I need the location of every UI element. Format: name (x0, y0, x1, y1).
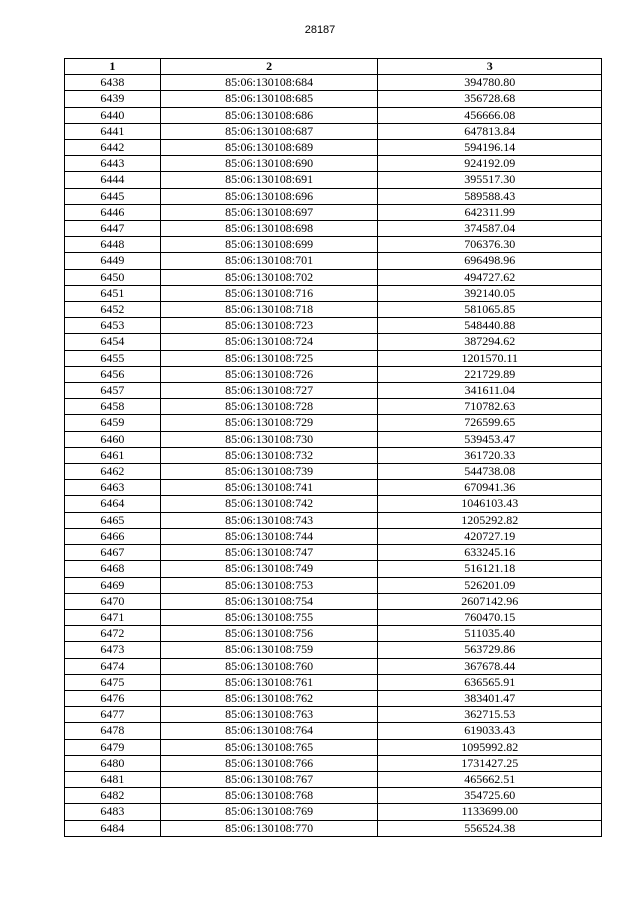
row-number-cell: 6459 (65, 415, 161, 431)
cadastral-number-cell: 85:06:130108:689 (160, 140, 378, 156)
row-number-cell: 6480 (65, 755, 161, 771)
table-row (65, 123, 602, 139)
table-row (65, 804, 602, 820)
value-cell: 395517.30 (378, 172, 602, 188)
table-row (65, 431, 602, 447)
value-cell: 548440.88 (378, 318, 602, 334)
table-row (65, 204, 602, 220)
row-number-cell: 6445 (65, 188, 161, 204)
cadastral-number-cell: 85:06:130108:761 (160, 674, 378, 690)
cadastral-number-cell: 85:06:130108:739 (160, 464, 378, 480)
table-row (65, 75, 602, 91)
table-row (65, 739, 602, 755)
header-row (65, 59, 602, 75)
cadastral-number-cell: 85:06:130108:749 (160, 561, 378, 577)
value-cell: 563729.86 (378, 642, 602, 658)
row-number-cell: 6451 (65, 285, 161, 301)
table-row (65, 593, 602, 609)
value-cell: 544738.08 (378, 464, 602, 480)
row-number-cell: 6469 (65, 577, 161, 593)
table-row (65, 561, 602, 577)
cadastral-number-cell: 85:06:130108:716 (160, 285, 378, 301)
table-header (65, 59, 602, 75)
row-number-cell: 6447 (65, 221, 161, 237)
cadastral-number-cell: 85:06:130108:726 (160, 366, 378, 382)
table-row (65, 545, 602, 561)
table-row (65, 512, 602, 528)
row-number-cell: 6446 (65, 204, 161, 220)
value-cell: 633245.16 (378, 545, 602, 561)
cadastral-number-cell: 85:06:130108:756 (160, 626, 378, 642)
table-row (65, 221, 602, 237)
table-row (65, 464, 602, 480)
value-cell: 2607142.96 (378, 593, 602, 609)
table-row (65, 690, 602, 706)
cadastral-number-cell: 85:06:130108:724 (160, 334, 378, 350)
table-row (65, 91, 602, 107)
row-number-cell: 6465 (65, 512, 161, 528)
column-header-number: 1 (65, 59, 161, 75)
row-number-cell: 6449 (65, 253, 161, 269)
value-cell: 581065.85 (378, 302, 602, 318)
row-number-cell: 6464 (65, 496, 161, 512)
cadastral-number-cell: 85:06:130108:764 (160, 723, 378, 739)
row-number-cell: 6453 (65, 318, 161, 334)
row-number-cell: 6473 (65, 642, 161, 658)
value-cell: 696498.96 (378, 253, 602, 269)
row-number-cell: 6479 (65, 739, 161, 755)
cadastral-number-cell: 85:06:130108:728 (160, 399, 378, 415)
table-row (65, 626, 602, 642)
table-row (65, 383, 602, 399)
table-row (65, 188, 602, 204)
table-row (65, 480, 602, 496)
value-cell: 710782.63 (378, 399, 602, 415)
cadastral-number-cell: 85:06:130108:744 (160, 528, 378, 544)
cadastral-number-cell: 85:06:130108:727 (160, 383, 378, 399)
row-number-cell: 6438 (65, 75, 161, 91)
table-row (65, 771, 602, 787)
value-cell: 511035.40 (378, 626, 602, 642)
cadastral-number-cell: 85:06:130108:691 (160, 172, 378, 188)
value-cell: 221729.89 (378, 366, 602, 382)
value-cell: 760470.15 (378, 609, 602, 625)
table-row (65, 107, 602, 123)
value-cell: 354725.60 (378, 788, 602, 804)
table-row (65, 399, 602, 415)
value-cell: 526201.09 (378, 577, 602, 593)
table-row (65, 674, 602, 690)
value-cell: 362715.53 (378, 707, 602, 723)
row-number-cell: 6439 (65, 91, 161, 107)
value-cell: 556524.38 (378, 820, 602, 836)
table-body (65, 75, 602, 837)
value-cell: 539453.47 (378, 431, 602, 447)
cadastral-number-cell: 85:06:130108:765 (160, 739, 378, 755)
row-number-cell: 6467 (65, 545, 161, 561)
row-number-cell: 6450 (65, 269, 161, 285)
value-cell: 516121.18 (378, 561, 602, 577)
row-number-cell: 6483 (65, 804, 161, 820)
row-number-cell: 6441 (65, 123, 161, 139)
cadastral-number-cell: 85:06:130108:767 (160, 771, 378, 787)
cadastral-number-cell: 85:06:130108:769 (160, 804, 378, 820)
row-number-cell: 6457 (65, 383, 161, 399)
cadastral-number-cell: 85:06:130108:701 (160, 253, 378, 269)
value-cell: 383401.47 (378, 690, 602, 706)
row-number-cell: 6471 (65, 609, 161, 625)
value-cell: 394780.80 (378, 75, 602, 91)
row-number-cell: 6444 (65, 172, 161, 188)
table-row (65, 447, 602, 463)
table-row (65, 140, 602, 156)
row-number-cell: 6468 (65, 561, 161, 577)
row-number-cell: 6477 (65, 707, 161, 723)
row-number-cell: 6475 (65, 674, 161, 690)
table-row (65, 577, 602, 593)
cadastral-number-cell: 85:06:130108:763 (160, 707, 378, 723)
table-row (65, 609, 602, 625)
value-cell: 465662.51 (378, 771, 602, 787)
row-number-cell: 6474 (65, 658, 161, 674)
row-number-cell: 6466 (65, 528, 161, 544)
table-row (65, 366, 602, 382)
table-row (65, 415, 602, 431)
cadastral-number-cell: 85:06:130108:729 (160, 415, 378, 431)
table-row (65, 707, 602, 723)
value-cell: 924192.09 (378, 156, 602, 172)
value-cell: 494727.62 (378, 269, 602, 285)
row-number-cell: 6442 (65, 140, 161, 156)
value-cell: 1046103.43 (378, 496, 602, 512)
cadastral-number-cell: 85:06:130108:699 (160, 237, 378, 253)
value-cell: 670941.36 (378, 480, 602, 496)
value-cell: 1205292.82 (378, 512, 602, 528)
row-number-cell: 6482 (65, 788, 161, 804)
cadastral-number-cell: 85:06:130108:762 (160, 690, 378, 706)
cadastral-number-cell: 85:06:130108:696 (160, 188, 378, 204)
value-cell: 706376.30 (378, 237, 602, 253)
row-number-cell: 6456 (65, 366, 161, 382)
row-number-cell: 6460 (65, 431, 161, 447)
cadastral-number-cell: 85:06:130108:755 (160, 609, 378, 625)
value-cell: 387294.62 (378, 334, 602, 350)
row-number-cell: 6440 (65, 107, 161, 123)
table-row (65, 302, 602, 318)
column-header-value: 3 (378, 59, 602, 75)
cadastral-number-cell: 85:06:130108:743 (160, 512, 378, 528)
table-row (65, 658, 602, 674)
table-row (65, 528, 602, 544)
cadastral-number-cell: 85:06:130108:742 (160, 496, 378, 512)
cadastral-number-cell: 85:06:130108:723 (160, 318, 378, 334)
cadastral-number-cell: 85:06:130108:685 (160, 91, 378, 107)
cadastral-number-cell: 85:06:130108:698 (160, 221, 378, 237)
cadastral-number-cell: 85:06:130108:766 (160, 755, 378, 771)
table-row (65, 334, 602, 350)
value-cell: 642311.99 (378, 204, 602, 220)
row-number-cell: 6478 (65, 723, 161, 739)
cadastral-number-cell: 85:06:130108:697 (160, 204, 378, 220)
row-number-cell: 6472 (65, 626, 161, 642)
row-number-cell: 6463 (65, 480, 161, 496)
row-number-cell: 6458 (65, 399, 161, 415)
cadastral-number-cell: 85:06:130108:768 (160, 788, 378, 804)
table-row (65, 755, 602, 771)
cadastral-number-cell: 85:06:130108:725 (160, 350, 378, 366)
value-cell: 374587.04 (378, 221, 602, 237)
value-cell: 1731427.25 (378, 755, 602, 771)
cadastral-number-cell: 85:06:130108:687 (160, 123, 378, 139)
value-cell: 726599.65 (378, 415, 602, 431)
cadastral-number-cell: 85:06:130108:754 (160, 593, 378, 609)
cadastral-number-cell: 85:06:130108:753 (160, 577, 378, 593)
row-number-cell: 6461 (65, 447, 161, 463)
value-cell: 1095992.82 (378, 739, 602, 755)
table-row (65, 253, 602, 269)
table-row (65, 237, 602, 253)
row-number-cell: 6455 (65, 350, 161, 366)
value-cell: 589588.43 (378, 188, 602, 204)
table-row (65, 172, 602, 188)
value-cell: 456666.08 (378, 107, 602, 123)
value-cell: 367678.44 (378, 658, 602, 674)
row-number-cell: 6476 (65, 690, 161, 706)
row-number-cell: 6454 (65, 334, 161, 350)
cadastral-number-cell: 85:06:130108:741 (160, 480, 378, 496)
table-row (65, 269, 602, 285)
row-number-cell: 6448 (65, 237, 161, 253)
table-row (65, 723, 602, 739)
table-row (65, 318, 602, 334)
cadastral-number-cell: 85:06:130108:730 (160, 431, 378, 447)
table-row (65, 496, 602, 512)
cadastral-number-cell: 85:06:130108:690 (160, 156, 378, 172)
value-cell: 647813.84 (378, 123, 602, 139)
value-cell: 356728.68 (378, 91, 602, 107)
table-row (65, 642, 602, 658)
table-row (65, 820, 602, 836)
value-cell: 341611.04 (378, 383, 602, 399)
row-number-cell: 6470 (65, 593, 161, 609)
table-row (65, 788, 602, 804)
value-cell: 636565.91 (378, 674, 602, 690)
value-cell: 361720.33 (378, 447, 602, 463)
cadastral-number-cell: 85:06:130108:684 (160, 75, 378, 91)
row-number-cell: 6462 (65, 464, 161, 480)
cadastral-number-cell: 85:06:130108:732 (160, 447, 378, 463)
cadastral-number-cell: 85:06:130108:770 (160, 820, 378, 836)
cadastral-number-cell: 85:06:130108:759 (160, 642, 378, 658)
value-cell: 1201570.11 (378, 350, 602, 366)
table-row (65, 285, 602, 301)
cadastral-number-cell: 85:06:130108:747 (160, 545, 378, 561)
value-cell: 619033.43 (378, 723, 602, 739)
cadastral-number-cell: 85:06:130108:686 (160, 107, 378, 123)
cadastral-number-cell: 85:06:130108:718 (160, 302, 378, 318)
cadastral-value-table (64, 58, 602, 837)
value-cell: 1133699.00 (378, 804, 602, 820)
value-cell: 420727.19 (378, 528, 602, 544)
value-cell: 594196.14 (378, 140, 602, 156)
row-number-cell: 6481 (65, 771, 161, 787)
table-row (65, 350, 602, 366)
column-header-cadastral-number: 2 (160, 59, 378, 75)
value-cell: 392140.05 (378, 285, 602, 301)
row-number-cell: 6484 (65, 820, 161, 836)
table-row (65, 156, 602, 172)
page-number: 28187 (304, 24, 336, 36)
row-number-cell: 6452 (65, 302, 161, 318)
row-number-cell: 6443 (65, 156, 161, 172)
cadastral-number-cell: 85:06:130108:702 (160, 269, 378, 285)
cadastral-number-cell: 85:06:130108:760 (160, 658, 378, 674)
